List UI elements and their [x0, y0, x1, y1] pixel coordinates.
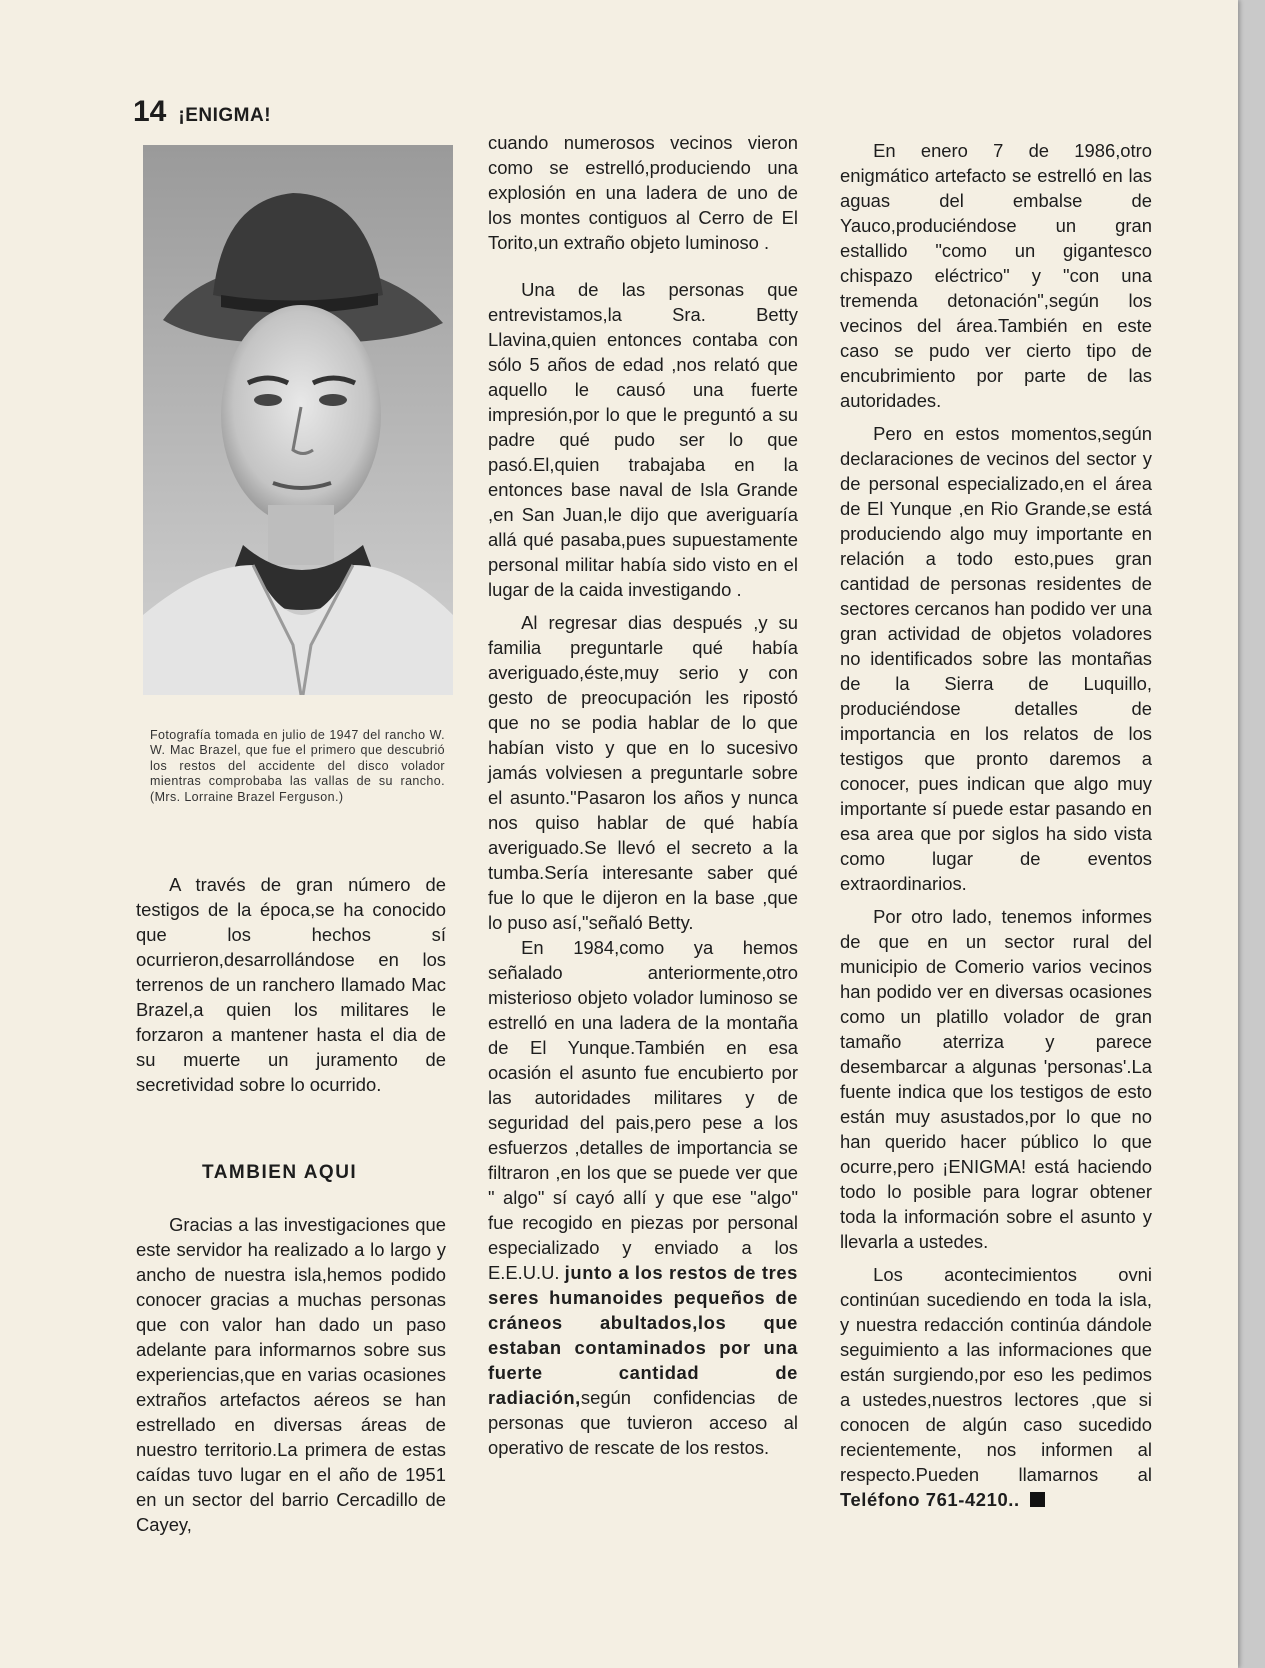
section-subhead: TAMBIEN AQUI	[202, 1162, 358, 1183]
paragraph: En enero 7 de 1986,otro enigmático artefacto se estrelló en las aguas del embalse de Yauco,produciéndose un gran estallido "como un gigantesco chispazo eléctrico" y "con una tremenda detonación",según los vecinos del área.También en este caso se pudo ver cierto tipo de encubrimiento por parte de las autoridades.	[840, 140, 1152, 411]
spacer	[840, 413, 1152, 421]
end-mark-icon	[1030, 1492, 1045, 1507]
bold-text-run: junto a los restos de tres seres humanoides pequeños de cráneos abultados,los que estaban contaminados por una fuerte cantidad de radiación,	[488, 1262, 798, 1408]
column-2	[488, 130, 798, 1460]
phone-number: Teléfono 761-4210..	[840, 1489, 1020, 1510]
page-number: 14	[133, 95, 167, 128]
paragraph: Por otro lado, tenemos informes de que en un sector rural del municipio de Comerio varios vecinos han podido ver en diversas ocasiones como un platillo volador de gran tamaño aterriza y parece desembarcar a algunas 'personas'.La fuente indica que los testigos de esto están muy asustados,por lo que no han querido hacer público lo que ocurre,pero ¡ENIGMA! está haciendo todo lo posible para lograr obtener toda la información sobre el asunto y llevarla a ustedes.	[840, 906, 1152, 1252]
paragraph: Una de las personas que entrevistamos,la Sra. Betty Llavina,quien entonces contaba con sólo 5 años de edad ,nos relató que aquello le causó una fuerte impresión,por lo que le preguntó a su padre qué pudo ser lo que pasó.El,quien trabajaba en la entonces base naval de Isla Grande ,en San Juan,le dijo que averiguaría allá qué pasaba,pues supuestamente personal militar había sido visto en el lugar de la caida investigando .	[488, 279, 798, 600]
spacer	[840, 896, 1152, 904]
text-run: Los acontecimientos ovni continúan sucediendo en toda la isla, y nuestra redacción continúa dándole seguimiento a las informaciones que están surgiendo,por eso les pedimos a ustedes,nuestros lectores ,que si conocen de algún caso sucedido recientemente, nos informen al respecto.Pueden llamarnos al	[840, 1264, 1152, 1485]
paragraph: Gracias a las investigaciones que este servidor ha realizado a lo largo y ancho de nuestra isla,hemos podido conocer gracias a muchas personas que con valor han dado un paso adelante para informarnos sobre sus experiencias,que en varias ocasiones extraños artefactos aéreos se han estrellado en diversas áreas de nuestro territorio.La primera de estas caídas tuvo lugar en el año de 1951 en un sector del barrio Cercadillo de Cayey,	[136, 1214, 446, 1535]
paragraph	[840, 1262, 1152, 1512]
paragraph: cuando numerosos vecinos vieron como se estrelló,produciendo una explosión en una ladera de uno de los montes contiguos al Cerro de El Torito,un extraño objeto luminoso .	[488, 132, 798, 253]
text-run: según confidencias de personas que tuvieron acceso al operativo de rescate de los restos.	[488, 1387, 798, 1458]
paragraph: A través de gran número de testigos de la época,se ha conocido que los hechos sí ocurrieron,desarrollándose en los terrenos de un ranchero llamado Mac Brazel,a quien los militares le forzaron a mantener hasta el dia de su muerte un juramento de secretividad sobre lo ocurrido.	[136, 874, 446, 1095]
portrait-photo-icon	[143, 145, 453, 695]
column-3	[840, 138, 1152, 1512]
spacer	[488, 255, 798, 277]
photo-caption: Fotografía tomada en julio de 1947 del rancho W. W. Mac Brazel, que fue el primero que descubrió los restos del accidente del disco volador mientras comprobaba las vallas de su rancho. (Mrs. Lorraine Brazel Ferguson.)	[150, 728, 445, 804]
spacer	[840, 1254, 1152, 1262]
magazine-title: ¡ENIGMA!	[178, 105, 272, 126]
column-1-intro	[136, 872, 446, 1097]
page-header	[133, 95, 271, 129]
paragraph	[488, 935, 798, 1460]
text-run: En 1984,como ya hemos señalado anteriormente,otro misterioso objeto volador luminoso se estrelló en una ladera de la montaña de El Yunque.También en esa ocasión el asunto fue encubierto por las autoridades militares y de seguridad del pais,pero pese a los esfuerzos ,detalles de importancia se filtraron ,en los que se puede ver que " algo" sí cayó allí y que ese "algo" fue recogido en piezas por personal especializado y enviado a los E.E.U.U.	[488, 937, 798, 1283]
spacer	[488, 602, 798, 610]
paragraph: Al regresar dias después ,y su familia preguntarle qué había averiguado,éste,muy serio y con gesto de preocupación les ripostó que no se podia hablar de lo que habían visto y que en lo sucesivo jamás volviesen a preguntarle sobre el asunto."Pasaron los años y nunca nos quiso hablar de qué había averiguado.Se llevó el secreto a la tumba.Sería interesante saber qué fue lo que le dijeron en la base ,que lo puso así,"señaló Betty.	[488, 612, 798, 933]
column-1-body	[136, 1212, 446, 1537]
portrait-photo	[143, 145, 453, 695]
paragraph: Pero en estos momentos,según declaraciones de vecinos del sector y de personal especializado,en el área de El Yunque ,en Rio Grande,se está produciendo algo muy importante en relación a todo esto,pues gran cantidad de personas residentes de sectores cercanos han podido ver una gran actividad de objetos voladores no identificados sobre las montañas de la Sierra de Luquillo, produciéndose detalles de importancia en los relatos de los testigos que pronto daremos a conocer, pues indican que algo muy importante sí puede estar pasando en esa area que por siglos ha sido vista como lugar de eventos extraordinarios.	[840, 423, 1152, 894]
